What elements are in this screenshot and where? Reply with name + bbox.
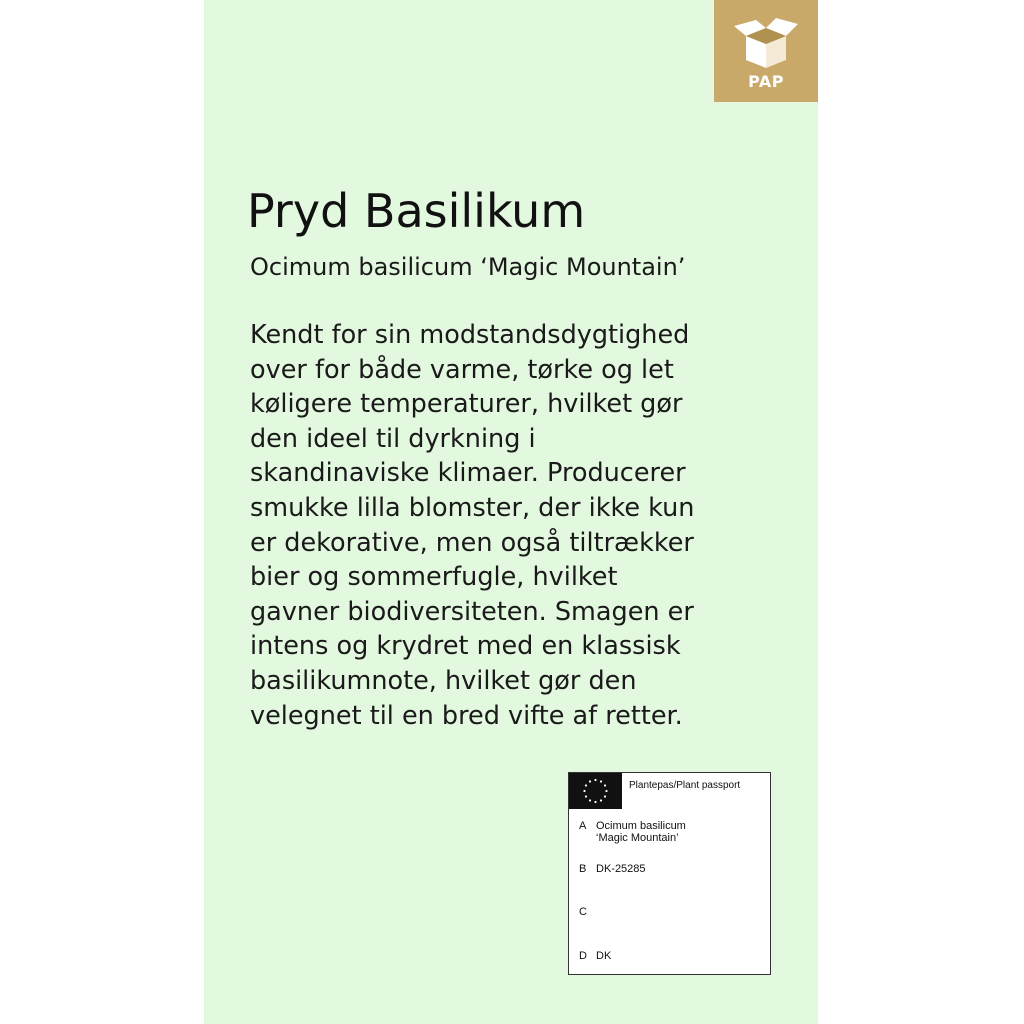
eu-star <box>585 784 587 786</box>
passport-row-letter: C <box>579 906 587 918</box>
description-line: basilikumnote, hvilket gør den <box>250 665 637 696</box>
eu-star <box>585 795 587 797</box>
description-line: skandinaviske klimaer. Producerer <box>250 458 686 489</box>
eu-star <box>604 795 606 797</box>
product-description <box>250 318 770 733</box>
eu-star <box>594 779 596 781</box>
passport-value-line: DK <box>596 950 612 962</box>
product-title: Pryd Basilikum <box>247 184 586 238</box>
description-line: den ideel til dyrkning i <box>250 423 536 454</box>
passport-title: Plantepas/Plant passport <box>629 780 741 791</box>
description-line: gavner biodiversiteten. Smagen er <box>250 596 694 627</box>
passport-row-value <box>596 950 766 962</box>
open-box-icon <box>730 14 802 70</box>
passport-row-letter: D <box>579 950 587 962</box>
passport-value-line: DK-25285 <box>596 863 646 875</box>
eu-star <box>583 790 585 792</box>
description-line: Kendt for sin modstandsdygtighed <box>250 320 690 350</box>
passport-value-line: Ocimum basilicum <box>596 820 686 832</box>
eu-star <box>604 784 606 786</box>
description-line: køligere temperaturer, hvilket gør <box>250 389 683 420</box>
description-line: intens og krydret med en klassisk <box>250 631 681 662</box>
pap-recycling-badge <box>714 0 818 102</box>
description-line: velegnet til en bred vifte af retter. <box>250 700 683 731</box>
description-line: smukke lilla blomster, der ikke kun <box>250 492 695 523</box>
passport-row-value <box>596 863 766 875</box>
eu-star <box>589 780 591 782</box>
pap-label: PAP <box>748 72 784 91</box>
eu-star <box>594 801 596 803</box>
passport-row-value <box>596 820 766 844</box>
eu-star <box>600 780 602 782</box>
eu-star <box>605 790 607 792</box>
eu-flag-icon <box>569 773 622 809</box>
passport-row-letter: A <box>579 820 587 832</box>
description-line: over for både varme, tørke og let <box>250 354 674 385</box>
passport-row-letter: B <box>579 863 587 875</box>
description-line: er dekorative, men også tiltrækker <box>250 527 694 558</box>
eu-star <box>600 799 602 801</box>
latin-name: Ocimum basilicum ‘Magic Mountain’ <box>250 253 686 281</box>
passport-value-line: ‘Magic Mountain’ <box>596 832 679 844</box>
description-line: bier og sommerfugle, hvilket <box>250 562 618 593</box>
plant-passport-label <box>568 772 771 975</box>
eu-star <box>589 799 591 801</box>
